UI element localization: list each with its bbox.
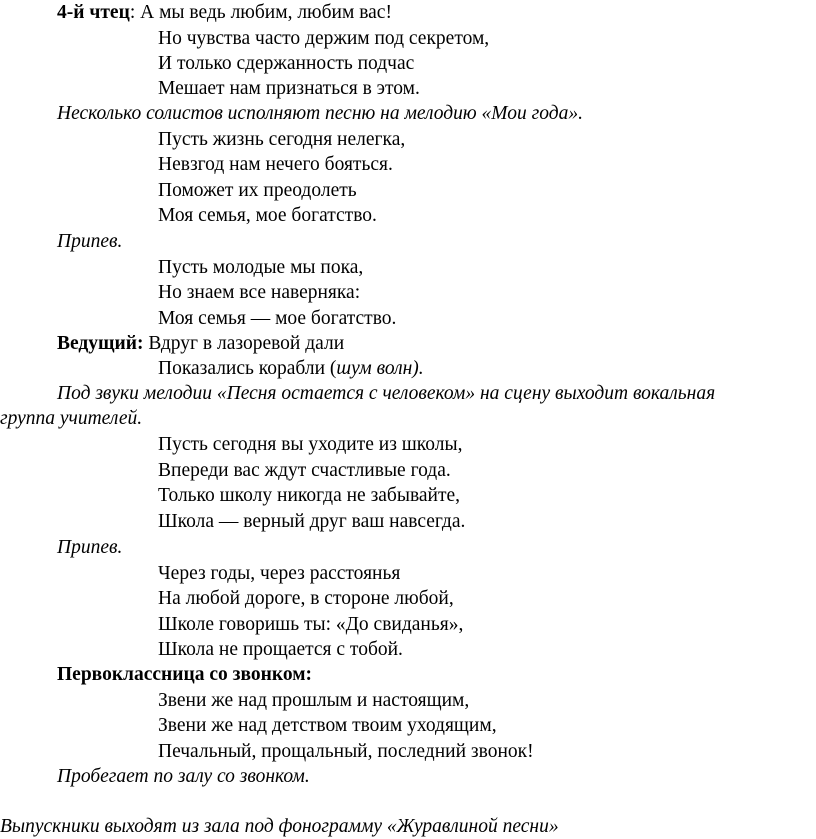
verse-line: Моя семья, мое богатство. — [158, 205, 377, 226]
verse-line: Звени же над прошлым и настоящим, — [158, 690, 470, 711]
verse-line: Вдруг в лазоревой дали — [143, 333, 345, 354]
verse-line: Поможет их преодолеть — [158, 180, 357, 201]
stage-direction: Несколько солистов исполняют песню на мелодию «Мои года». — [57, 103, 583, 124]
verse-line: Только школу никогда не забывайте, — [158, 485, 461, 506]
verse-line: Мешает нам признаться в этом. — [158, 78, 420, 99]
verse-line: Пусть молодые мы пока, — [158, 257, 364, 278]
verse-line: Звени же над детством твоим уходящим, — [158, 715, 497, 736]
host-line — [57, 332, 344, 356]
reader4-line — [57, 1, 392, 25]
speaker-name: 4-й чтец — [57, 2, 130, 23]
stage-direction: Выпускники выходят из зала под фонограмму «Журавлиной песни» — [0, 816, 559, 837]
verse-line: Печальный, прощальный, последний звонок! — [158, 741, 534, 762]
verse-line: И только сдержанность подчас — [158, 53, 415, 74]
stage-direction: Под звуки мелодии «Песня остается с человеком» на сцену выходит вокальная — [57, 383, 716, 404]
host-line-2 — [158, 357, 424, 381]
stage-direction: Пробегает по залу со звонком. — [57, 766, 310, 787]
verse-line: Пусть сегодня вы уходите из школы, — [158, 434, 463, 455]
verse-line: Школа — верный друг ваш навсегда. — [158, 511, 466, 532]
verse-line: Пусть жизнь сегодня нелегка, — [158, 129, 406, 150]
verse-line: Школе говоришь ты: «До свиданья», — [158, 614, 464, 635]
stage-direction-continued: группа учителей. — [0, 408, 143, 429]
verse-line: А мы ведь любим, любим вас! — [140, 2, 392, 23]
verse-line: Показались корабли ( — [158, 358, 337, 379]
chorus-label: Припев. — [57, 537, 123, 558]
verse-line: Моя семья — мое богатство. — [158, 308, 397, 329]
verse-line: Через годы, через расстоянья — [158, 563, 401, 584]
chorus-label: Припев. — [57, 231, 123, 252]
verse-line: На любой дороге, в стороне любой, — [158, 588, 454, 609]
verse-line: Но знаем все наверняка: — [158, 282, 361, 303]
speaker-name: Первоклассница со звонком: — [57, 664, 313, 685]
verse-line: Но чувства часто держим под секретом, — [158, 28, 490, 49]
sound-cue: шум волн). — [336, 358, 424, 379]
speaker-name: Ведущий: — [57, 333, 144, 354]
verse-line: Впереди вас ждут счастливые года. — [158, 460, 451, 481]
verse-line: Школа не прощается с тобой. — [158, 639, 403, 660]
verse-line: Невзгод нам нечего бояться. — [158, 154, 393, 175]
speaker-separator: : — [129, 2, 141, 23]
